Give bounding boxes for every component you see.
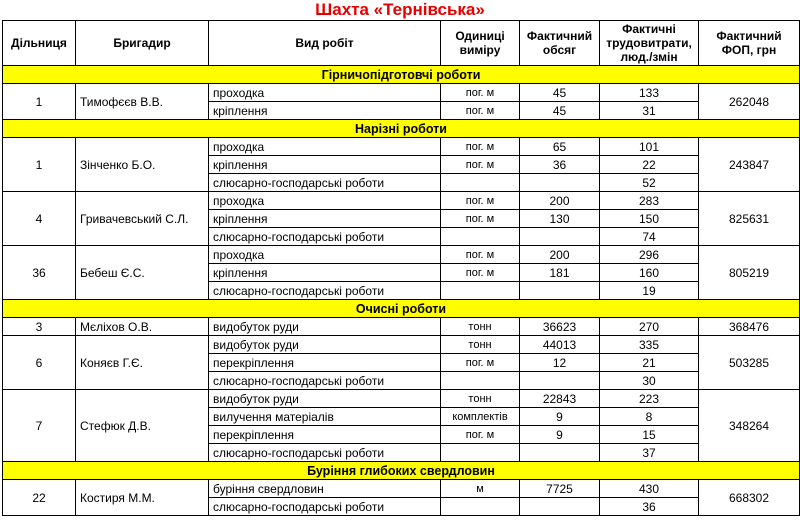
volume-cell [520, 174, 600, 192]
foreman-cell: Коняєв Г.Є. [76, 336, 209, 390]
work-type-cell: кріплення [209, 102, 441, 120]
section-title: Очисні роботи [3, 300, 800, 318]
labor-cell: 15 [600, 426, 699, 444]
district-cell: 1 [3, 138, 76, 192]
district-cell: 7 [3, 390, 76, 462]
work-type-cell: проходка [209, 138, 441, 156]
district-cell: 6 [3, 336, 76, 390]
volume-cell: 22843 [520, 390, 600, 408]
table-row [3, 84, 800, 102]
table-row [3, 318, 800, 336]
table-header-row [3, 21, 800, 66]
district-cell: 22 [3, 480, 76, 516]
table-row [3, 480, 800, 498]
work-type-cell: вилучення матеріалів [209, 408, 441, 426]
unit-cell: м [441, 480, 520, 498]
section-title: Буріння глибоких свердловин [3, 462, 800, 480]
volume-cell: 45 [520, 84, 600, 102]
volume-cell: 181 [520, 264, 600, 282]
payroll-cell: 348264 [699, 390, 800, 462]
volume-cell: 200 [520, 246, 600, 264]
volume-cell [520, 228, 600, 246]
volume-cell: 45 [520, 102, 600, 120]
section-title: Гірничопідготовчі роботи [3, 66, 800, 84]
unit-cell [441, 282, 520, 300]
payroll-cell: 503285 [699, 336, 800, 390]
foreman-cell: Стефюк Д.В. [76, 390, 209, 462]
work-type-cell: перекріплення [209, 426, 441, 444]
section-row [3, 300, 800, 318]
brigade-work-table [2, 20, 800, 516]
volume-cell: 36 [520, 156, 600, 174]
work-type-cell: проходка [209, 246, 441, 264]
unit-cell: пог. м [441, 426, 520, 444]
foreman-cell: Зінченко Б.О. [76, 138, 209, 192]
labor-cell: 430 [600, 480, 699, 498]
work-type-cell: слюсарно-господарські роботи [209, 282, 441, 300]
foreman-cell: Костиря М.М. [76, 480, 209, 516]
labor-cell: 74 [600, 228, 699, 246]
volume-cell: 65 [520, 138, 600, 156]
work-type-cell: слюсарно-господарські роботи [209, 174, 441, 192]
table-body [3, 66, 800, 516]
unit-cell: пог. м [441, 246, 520, 264]
labor-cell: 283 [600, 192, 699, 210]
table-row [3, 246, 800, 264]
unit-cell: пог. м [441, 210, 520, 228]
labor-cell: 37 [600, 444, 699, 462]
table-row [3, 336, 800, 354]
volume-cell [520, 498, 600, 516]
foreman-cell: Мєліхов О.В. [76, 318, 209, 336]
work-type-cell: видобуток руди [209, 390, 441, 408]
foreman-cell: Гривачевський С.Л. [76, 192, 209, 246]
work-type-cell: кріплення [209, 156, 441, 174]
labor-cell: 22 [600, 156, 699, 174]
district-cell: 3 [3, 318, 76, 336]
volume-cell: 7725 [520, 480, 600, 498]
header-payroll: Фактичний ФОП, грн [699, 21, 800, 66]
payroll-cell: 243847 [699, 138, 800, 192]
labor-cell: 296 [600, 246, 699, 264]
volume-cell: 9 [520, 408, 600, 426]
labor-cell: 335 [600, 336, 699, 354]
section-title: Нарізні роботи [3, 120, 800, 138]
payroll-cell: 262048 [699, 84, 800, 120]
labor-cell: 160 [600, 264, 699, 282]
work-type-cell: слюсарно-господарські роботи [209, 228, 441, 246]
unit-cell: пог. м [441, 156, 520, 174]
district-cell: 1 [3, 84, 76, 120]
work-type-cell: слюсарно-господарські роботи [209, 444, 441, 462]
unit-cell: комплектів [441, 408, 520, 426]
payroll-cell: 668302 [699, 480, 800, 516]
unit-cell: пог. м [441, 192, 520, 210]
foreman-cell: Тимофєєв В.В. [76, 84, 209, 120]
unit-cell: пог. м [441, 102, 520, 120]
labor-cell: 8 [600, 408, 699, 426]
volume-cell: 200 [520, 192, 600, 210]
work-type-cell: проходка [209, 192, 441, 210]
header-work-type: Вид робіт [209, 21, 441, 66]
unit-cell [441, 228, 520, 246]
work-type-cell: перекріплення [209, 354, 441, 372]
work-type-cell: слюсарно-господарські роботи [209, 498, 441, 516]
unit-cell [441, 372, 520, 390]
labor-cell: 101 [600, 138, 699, 156]
payroll-cell: 368476 [699, 318, 800, 336]
section-row [3, 120, 800, 138]
volume-cell: 130 [520, 210, 600, 228]
labor-cell: 21 [600, 354, 699, 372]
district-cell: 36 [3, 246, 76, 300]
labor-cell: 223 [600, 390, 699, 408]
work-type-cell: проходка [209, 84, 441, 102]
labor-cell: 133 [600, 84, 699, 102]
volume-cell [520, 282, 600, 300]
volume-cell: 44013 [520, 336, 600, 354]
labor-cell: 270 [600, 318, 699, 336]
table-row [3, 138, 800, 156]
volume-cell: 9 [520, 426, 600, 444]
labor-cell: 150 [600, 210, 699, 228]
unit-cell [441, 444, 520, 462]
header-volume: Фактичний обсяг [520, 21, 600, 66]
mine-title: Шахта «Тернівська» [315, 0, 485, 19]
header-foreman: Бригадир [76, 21, 209, 66]
unit-cell: пог. м [441, 264, 520, 282]
header-labor: Фактичні трудовитрати, люд./змін [600, 21, 699, 66]
unit-cell [441, 498, 520, 516]
section-row [3, 66, 800, 84]
labor-cell: 30 [600, 372, 699, 390]
payroll-cell: 825631 [699, 192, 800, 246]
unit-cell [441, 174, 520, 192]
work-type-cell: кріплення [209, 210, 441, 228]
header-unit: Одиниці виміру [441, 21, 520, 66]
work-type-cell: слюсарно-господарські роботи [209, 372, 441, 390]
unit-cell: тонн [441, 390, 520, 408]
table-row [3, 390, 800, 408]
volume-cell: 36623 [520, 318, 600, 336]
unit-cell: тонн [441, 318, 520, 336]
work-type-cell: кріплення [209, 264, 441, 282]
header-district: Дільниця [3, 21, 76, 66]
unit-cell: пог. м [441, 138, 520, 156]
payroll-cell: 805219 [699, 246, 800, 300]
volume-cell [520, 372, 600, 390]
unit-cell: пог. м [441, 354, 520, 372]
unit-cell: пог. м [441, 84, 520, 102]
volume-cell: 12 [520, 354, 600, 372]
foreman-cell: Бебеш Є.С. [76, 246, 209, 300]
work-type-cell: видобуток руди [209, 318, 441, 336]
section-row [3, 462, 800, 480]
labor-cell: 36 [600, 498, 699, 516]
district-cell: 4 [3, 192, 76, 246]
work-type-cell: видобуток руди [209, 336, 441, 354]
volume-cell [520, 444, 600, 462]
unit-cell: тонн [441, 336, 520, 354]
labor-cell: 19 [600, 282, 699, 300]
labor-cell: 31 [600, 102, 699, 120]
table-row [3, 192, 800, 210]
work-type-cell: буріння свердловин [209, 480, 441, 498]
labor-cell: 52 [600, 174, 699, 192]
